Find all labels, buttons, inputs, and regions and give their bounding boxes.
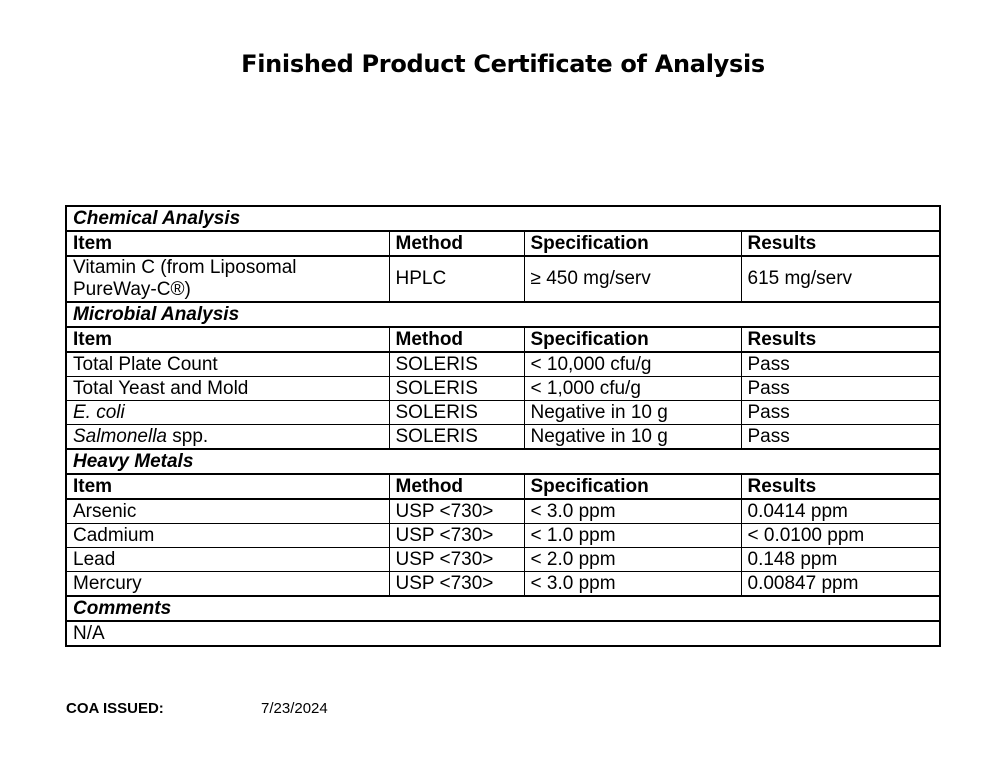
- section-microbial-analysis: [66, 302, 940, 327]
- coa-issued-date: 7/23/2024: [261, 700, 328, 717]
- table-row: [66, 256, 940, 302]
- col-specification: Specification: [524, 231, 741, 256]
- cell-results: 0.148 ppm: [741, 548, 940, 572]
- cell-results: 0.0414 ppm: [741, 499, 940, 524]
- col-results: Results: [741, 327, 940, 352]
- cell-item: Vitamin C (from Liposomal PureWay-C®): [66, 256, 389, 302]
- cell-specification: < 10,000 cfu/g: [524, 352, 741, 377]
- col-results: Results: [741, 474, 940, 499]
- document-title: Finished Product Certificate of Analysis: [241, 50, 765, 78]
- section-chemical-analysis: [66, 206, 940, 231]
- cell-specification: ≥ 450 mg/serv: [524, 256, 741, 302]
- cell-item: Total Yeast and Mold: [66, 377, 389, 401]
- cell-method: USP <730>: [389, 524, 524, 548]
- cell-specification: < 2.0 ppm: [524, 548, 741, 572]
- col-item: Item: [66, 327, 389, 352]
- cell-specification: < 3.0 ppm: [524, 499, 741, 524]
- col-specification: Specification: [524, 474, 741, 499]
- section-heavy-metals: [66, 449, 940, 474]
- table-row: [66, 401, 940, 425]
- item-suffix: spp.: [167, 426, 209, 447]
- cell-results: Pass: [741, 352, 940, 377]
- cell-method: USP <730>: [389, 572, 524, 597]
- cell-results: 0.00847 ppm: [741, 572, 940, 597]
- cell-method: USP <730>: [389, 548, 524, 572]
- cell-item: Total Plate Count: [66, 352, 389, 377]
- column-header-row: [66, 327, 940, 352]
- table-row: [66, 352, 940, 377]
- cell-method: HPLC: [389, 256, 524, 302]
- cell-method: USP <730>: [389, 499, 524, 524]
- section-title: Comments: [66, 596, 940, 621]
- table-row: [66, 499, 940, 524]
- table-row: [66, 572, 940, 597]
- table-row: [66, 524, 940, 548]
- coa-table: [65, 205, 941, 647]
- cell-specification: Negative in 10 g: [524, 401, 741, 425]
- column-header-row: [66, 474, 940, 499]
- cell-results: Pass: [741, 401, 940, 425]
- cell-item: Arsenic: [66, 499, 389, 524]
- col-item: Item: [66, 474, 389, 499]
- col-results: Results: [741, 231, 940, 256]
- cell-item: E. coli: [66, 401, 389, 425]
- comments-text: N/A: [66, 621, 940, 646]
- cell-results: < 0.0100 ppm: [741, 524, 940, 548]
- cell-results: Pass: [741, 425, 940, 450]
- col-specification: Specification: [524, 327, 741, 352]
- cell-item: Cadmium: [66, 524, 389, 548]
- cell-item: [66, 425, 389, 450]
- cell-method: SOLERIS: [389, 377, 524, 401]
- cell-specification: < 3.0 ppm: [524, 572, 741, 597]
- section-title: Microbial Analysis: [66, 302, 940, 327]
- cell-method: SOLERIS: [389, 401, 524, 425]
- table-row: [66, 425, 940, 450]
- cell-method: SOLERIS: [389, 352, 524, 377]
- cell-method: SOLERIS: [389, 425, 524, 450]
- cell-item: Mercury: [66, 572, 389, 597]
- col-item: Item: [66, 231, 389, 256]
- col-method: Method: [389, 474, 524, 499]
- cell-results: Pass: [741, 377, 940, 401]
- cell-item: Lead: [66, 548, 389, 572]
- col-method: Method: [389, 327, 524, 352]
- section-title: Heavy Metals: [66, 449, 940, 474]
- table-row: [66, 377, 940, 401]
- table-row: [66, 548, 940, 572]
- comments-row: [66, 621, 940, 646]
- item-genus: Salmonella: [73, 426, 167, 447]
- cell-results: 615 mg/serv: [741, 256, 940, 302]
- cell-specification: Negative in 10 g: [524, 425, 741, 450]
- col-method: Method: [389, 231, 524, 256]
- column-header-row: [66, 231, 940, 256]
- cell-specification: < 1,000 cfu/g: [524, 377, 741, 401]
- section-title: Chemical Analysis: [66, 206, 940, 231]
- coa-issued-label: COA ISSUED:: [66, 700, 164, 717]
- cell-specification: < 1.0 ppm: [524, 524, 741, 548]
- section-comments: [66, 596, 940, 621]
